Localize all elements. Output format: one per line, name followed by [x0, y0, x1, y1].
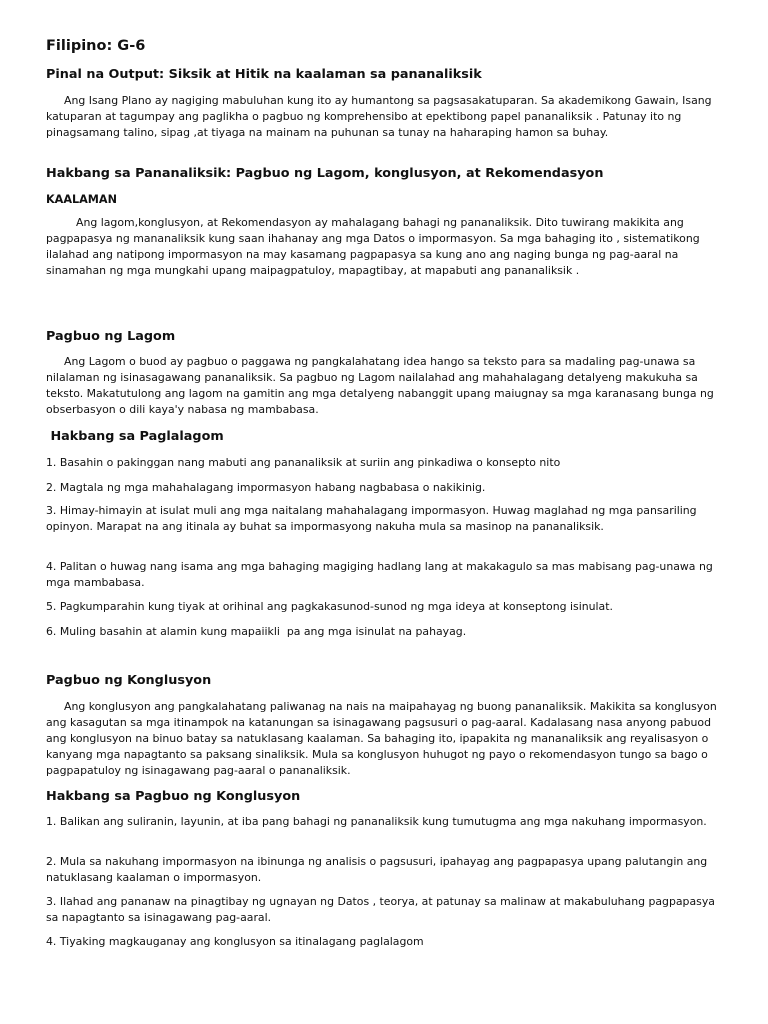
steps-title: Hakbang sa Pananaliksik: Pagbuo ng Lagom, konglusyon, at Rekomendasyon: [46, 166, 604, 181]
konglusyon-step-2: 2. Mula sa nakuhang impormasyon na ibinunga ng analisis o pagsusuri, ipahayag ang pagpapasya upang palutangin ang natuklasang kaalaman o impormasyon.: [46, 855, 708, 884]
kaalaman-paragraph: Ang lagom,konglusyon, at Rekomendasyon ay mahalagang bahagi ng pananaliksik. Dito tuwirang makikita ang pagpapasya ng mananaliksik kung saan ihahanay ang mga Datos o impormasyon. Sa mga bahaging ito , sistematikong ilalahad ang natipong impormasyon na may kasamang pagpapasya sa kung ano ang naging bunga ng pag-aaral na sinamahan ng mga mungkahi upang maipagpatuloy, mapagtibay, at mapabuti ang pananaliksik .: [46, 216, 700, 277]
konglusyon-step-1: 1. Balikan ang suliranin, layunin, at iba pang bahagi ng pananaliksik kung tumutugma ang mga nakuhang impormasyon.: [46, 815, 707, 828]
paglalagom-step-5: 5. Pagkumparahin kung tiyak at orihinal ang pagkakasunod-sunod ng mga ideya at konseptong isinulat.: [46, 600, 613, 613]
paglalagom-step-2: 2. Magtala ng mga mahahalagang impormasyon habang nagbabasa o nakikinig.: [46, 481, 486, 494]
paglalagom-step-1: 1. Basahin o pakinggan nang mabuti ang pananaliksik at suriin ang pinkadiwa o konsepto nito: [46, 456, 561, 469]
konglusyon-title: Pagbuo ng Konglusyon: [46, 673, 212, 688]
paglalagom-step-3: 3. Himay-himayin at isulat muli ang mga naitalang mahahalagang impormasyon. Huwag maglahad ng mga pansariling opinyon. Marapat na ang itinala ay buhat sa impormasyong nakuha mula sa masinop na pananaliksik.: [46, 504, 697, 533]
kaalaman-label: KAALAMAN: [46, 193, 117, 206]
konglusyon-paragraph: Ang konglusyon ang pangkalahatang paliwanag na nais na maipahayag ng buong pananaliksik. Makikita sa konglusyon ang kasagutan sa mga itinampok na katanungan sa isinagawang pagsusuri o pag-aaral. Kadalasang nasa anyong pabuod ang konglusyon na binuo batay sa natuklasang kaalaman. Sa bahaging ito, ipapakita ng mananaliksik ang reyalisasyon o kanyang mga napagtanto sa paksang sinaliksik. Mula sa konglusyon huhugot ng payo o rekomendasyon tungo sa bago o pagpapatuloy ng isinagawang pag-aaral o pananaliksik.: [46, 700, 717, 777]
paglalagom-title: Hakbang sa Paglalagom: [46, 429, 224, 444]
paglalagom-step-4: 4. Palitan o huwag nang isama ang mga bahaging magiging hadlang lang at makakagulo sa mas mabisang pag-unawa ng mga mambabasa.: [46, 560, 713, 589]
lagom-title: Pagbuo ng Lagom: [46, 329, 176, 344]
konglusyon-step-4: 4. Tiyaking magkauganay ang konglusyon sa itinalagang paglalagom: [46, 935, 424, 948]
output-title: Pinal na Output: Siksik at Hitik na kaalaman sa pananaliksik: [46, 67, 482, 82]
subject-title: Filipino: G-6: [46, 38, 146, 54]
konglusyon-steps-title: Hakbang sa Pagbuo ng Konglusyon: [46, 789, 301, 804]
lagom-paragraph: Ang Lagom o buod ay pagbuo o paggawa ng pangkalahatang idea hango sa teksto para sa madaling pag-unawa sa nilalaman ng isinasagawang pananaliksik. Sa pagbuo ng Lagom nailalahad ang mahahalagang detalyeng makukuha sa teksto. Makatutulong ang lagom na gamitin ang mga detalyeng nabanggit upang maiugnay sa mga karanasang bunga ng obserbasyon o dili kaya'y nabasa ng mambabasa.: [46, 355, 714, 416]
konglusyon-step-3: 3. Ilahad ang pananaw na pinagtibay ng ugnayan ng Datos , teorya, at patunay sa malinaw at makabuluhang pagpapasya sa napagtanto sa isinagawang pag-aaral.: [46, 895, 715, 924]
intro-paragraph: Ang Isang Plano ay nagiging mabuluhan kung ito ay humantong sa pagsasakatuparan. Sa akademikong Gawain, Isang katuparan at tagumpay ang paglikha o pagbuo ng komprehensibo at epektibong papel pananaliksik . Patunay ito ng pinagsamang talino, sipag ,at tiyaga na mainam na puhunan sa tunay na haharaping hamon sa buhay.: [46, 94, 712, 139]
paglalagom-step-6: 6. Muling basahin at alamin kung mapaiikli pa ang mga isinulat na pahayag.: [46, 625, 467, 638]
